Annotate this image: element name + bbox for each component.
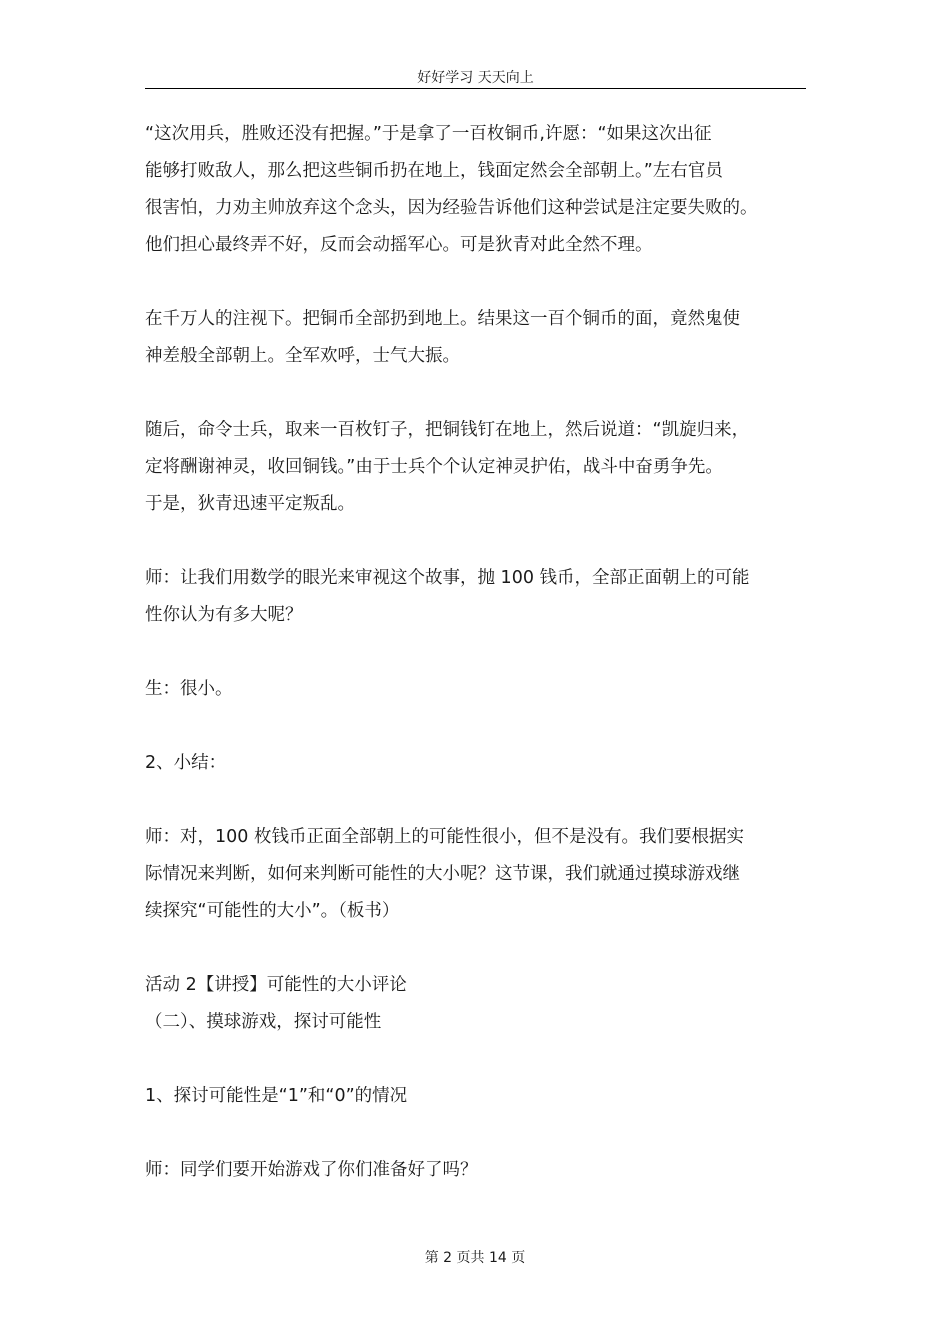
text-line: 定将酬谢神灵，收回铜钱。”由于士兵个个认定神灵护佑，战斗中奋勇争先。 (145, 457, 723, 477)
text-line: 师：同学们要开始游戏了你们准备好了吗？ (145, 1160, 478, 1180)
text-line: 很害怕，力劝主帅放弃这个念头，因为经验告诉他们这种尝试是注定要失败的。 (145, 198, 758, 218)
text-line: 能够打败敌人，那么把这些铜币扔在地上，钱面定然会全部朝上。”左右官员 (145, 161, 723, 181)
page-header: 好好学习 天天向上 (417, 70, 534, 86)
paragraph-story-2 (145, 301, 813, 375)
text-line: 他们担心最终弄不好，反而会动摇军心。可是狄青对此全然不理。 (145, 235, 653, 255)
text-line: 师：对，100 枚钱币正面全部朝上的可能性很小，但不是没有。我们要根据实 (145, 827, 744, 847)
paragraph-activity-2 (145, 967, 813, 1041)
text-line: 随后，命令士兵，取来一百枚钉子，把铜钱钉在地上，然后说道：“凯旋归来， (145, 420, 750, 440)
text-line: 师：让我们用数学的眼光来审视这个故事，抛 100 钱币，全部正面朝上的可能 (145, 568, 750, 588)
text-line: 1、探讨可能性是“1”和“0”的情况 (145, 1086, 408, 1106)
text-line: 性你认为有多大呢？ (145, 605, 303, 625)
text-line: 际情况来判断，如何来判断可能性的大小呢？这节课，我们就通过摸球游戏继 (145, 864, 740, 884)
paragraph-story-3 (145, 412, 813, 523)
text-line: “这次用兵，胜败还没有把握。”于是拿了一百枚铜币,许愿：“如果这次出征 (145, 124, 712, 144)
document-body (145, 116, 813, 1189)
text-line: 生：很小。 (145, 679, 233, 699)
text-line: 在千万人的注视下。把铜币全部扔到地上。结果这一百个铜币的面，竟然鬼使 (145, 309, 740, 329)
paragraph-teacher-question (145, 560, 813, 634)
text-line: 2、小结： (145, 753, 227, 773)
text-line: 活动 2【讲授】可能性的大小评论 (145, 975, 407, 995)
paragraph-story-1 (145, 116, 813, 264)
paragraph-teacher-game (145, 1152, 813, 1189)
paragraph-explore-heading (145, 1078, 813, 1115)
text-line: 于是，狄青迅速平定叛乱。 (145, 494, 355, 514)
paragraph-student-answer (145, 671, 813, 708)
text-line: （二）、摸球游戏，探讨可能性 (145, 1012, 382, 1032)
paragraph-teacher-summary (145, 819, 813, 930)
text-line: 续探究“可能性的大小”。（板书） (145, 901, 400, 921)
paragraph-summary-heading (145, 745, 813, 782)
header-divider (145, 88, 806, 89)
page-footer: 第 2 页共 14 页 (424, 1250, 526, 1266)
text-line: 神差般全部朝上。全军欢呼，士气大振。 (145, 346, 460, 366)
